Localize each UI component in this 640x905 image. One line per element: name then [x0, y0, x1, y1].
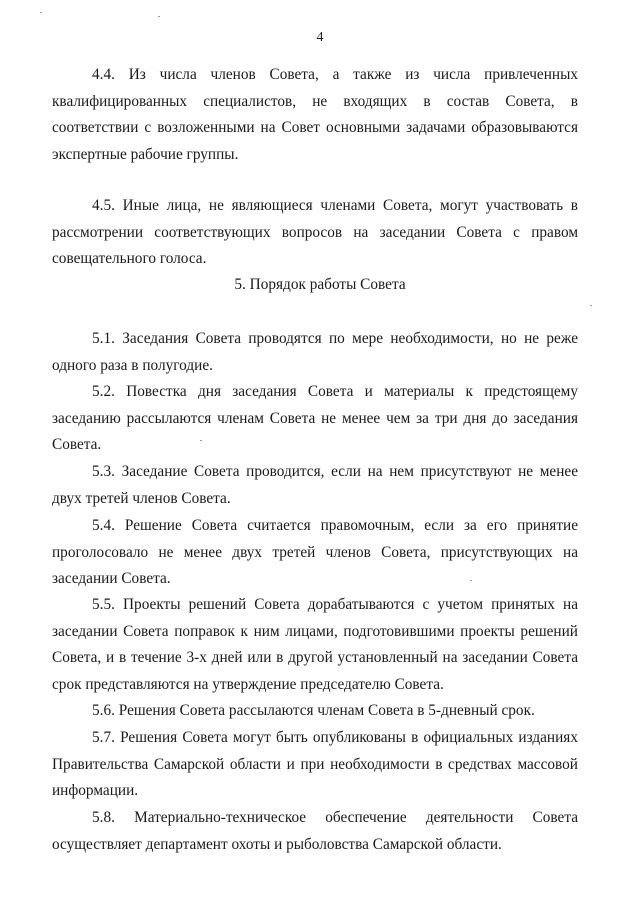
- scan-speck: [158, 16, 160, 17]
- paragraph-5-6: 5.6. Решения Совета рассылаются членам Совета в 5-дневный срок.: [92, 702, 535, 719]
- paragraph-5-4: 5.4. Решение Совета считается правомочным, если за его принятие проголосовало не менее двух третей членов Совета, присутствующих на заседании Совета.: [52, 517, 578, 587]
- page-number: 4: [316, 30, 324, 45]
- paragraph-5-3: 5.3. Заседание Совета проводится, если на нем присутствуют не менее двух третей членов Совета.: [52, 463, 578, 507]
- paragraph-5-8: 5.8. Материально-техническое обеспечение деятельности Совета осуществляет департамент охоты и рыболовства Самарской области.: [52, 809, 578, 853]
- scan-speck: [200, 440, 202, 441]
- scan-speck: [470, 580, 472, 581]
- scan-speck: [40, 12, 42, 13]
- paragraph-5-2: 5.2. Повестка дня заседания Совета и материалы к предстоящему заседанию рассылаются членам Совета не менее чем за три дня до заседания Совета.: [52, 383, 578, 453]
- section-heading: 5. Порядок работы Совета: [234, 276, 406, 293]
- paragraph-4-5: 4.5. Иные лица, не являющиеся членами Совета, могут участвовать в рассмотрении соответствующих вопросов на заседании Совета с правом совещательного голоса.: [52, 197, 578, 267]
- paragraph-4-4: 4.4. Из числа членов Совета, а также из числа привлеченных квалифицированных специалистов, не входящих в состав Совета, в соответствии с возложенными на Совет основными задачами образовываются экспертные рабочие группы.: [52, 66, 578, 163]
- paragraph-5-7: 5.7. Решения Совета могут быть опубликованы в официальных изданиях Правительства Самарской области и при необходимости в средствах массовой информации.: [52, 729, 578, 799]
- paragraph-5-1: 5.1. Заседания Совета проводятся по мере необходимости, но не реже одного раза в полугодие.: [52, 330, 578, 374]
- paragraph-5-5: 5.5. Проекты решений Совета дорабатываются с учетом принятых на заседании Совета поправок к ним лицами, подготовившими проекты решений Совета, и в течение 3-х дней или в другой установленный на заседании Совета срок представляются на утверждение председателю Совета.: [52, 596, 578, 693]
- scan-speck: [590, 305, 592, 306]
